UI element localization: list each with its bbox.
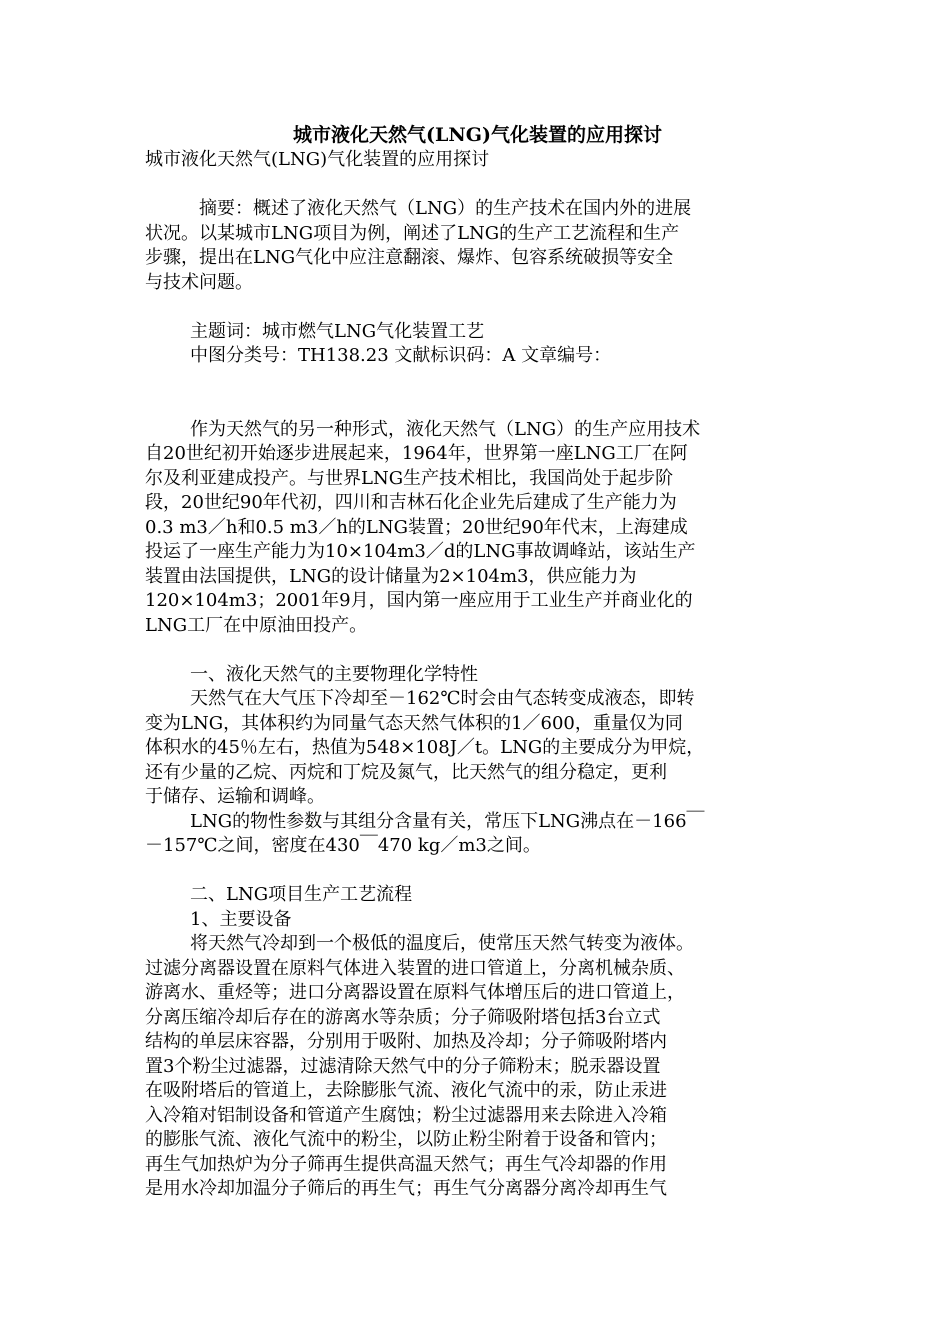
abstract-line: 步骤，提出在LNG气化中应注意翻滚、爆炸、包容系统破损等安全: [145, 247, 674, 268]
section2-line: 置3个粉尘过滤器，过滤清除天然气中的分子筛粉末；脱汞器设置: [145, 1055, 661, 1077]
section2-subheading: 1、主要设备: [190, 908, 292, 930]
section1-line: 于储存、运输和调峰。: [145, 786, 325, 807]
keywords-line: 主题词：城市燃气LNG气化装置工艺: [190, 320, 485, 342]
section2-line: 在吸附塔后的管道上，去除膨胀气流、液化气流中的汞，防止汞进: [145, 1080, 667, 1101]
section1-line: 变为LNG，其体积约为同量气态天然气体积的1／600，重量仅为同: [145, 712, 683, 734]
section2-line: 过滤分离器设置在原料气体进入装置的进口管道上，分离机械杂质、: [145, 957, 685, 979]
section1-line: 体积水的45％左右，热值为548×108J／t。LNG的主要成分为甲烷，: [145, 737, 705, 758]
section1-line: －157℃之间，密度在430￣470 kg／m3之间。: [145, 835, 541, 856]
intro-line: 自20世纪初开始逐步进展起来，1964年，世界第一座LNG工厂在阿: [145, 443, 688, 464]
intro-line: LNG工厂在中原油田投产。: [145, 614, 368, 636]
intro-line: 尔及利亚建成投产。与世界LNG生产技术相比，我国尚处于起步阶: [145, 467, 674, 489]
section2-line: 分离压缩冷却后存在的游离水等杂质；分子筛吸附塔包括3台立式: [145, 1006, 661, 1028]
section1-heading: 一、液化天然气的主要物理化学特性: [190, 663, 478, 685]
intro-line: 段，20世纪90年代初，四川和吉林石化企业先后建成了生产能力为: [145, 492, 677, 513]
document-page: [145, 122, 810, 1202]
abstract-line: 状况。以某城市LNG项目为例，阐述了LNG的生产工艺流程和生产: [145, 222, 680, 244]
abstract-line: 摘要：概述了液化天然气（LNG）的生产技术在国内外的进展: [199, 198, 692, 219]
spacer: [145, 369, 810, 418]
section1-line: 还有少量的乙烷、丙烷和丁烷及氮气，比天然气的组分稳定，更利: [145, 761, 667, 783]
abstract-line: 与技术问题。: [145, 271, 253, 293]
spacer: [145, 295, 810, 320]
document-subtitle: 城市液化天然气(LNG)气化装置的应用探讨: [145, 149, 490, 170]
section1-line: LNG的物性参数与其组分含量有关，常压下LNG沸点在－166￣: [190, 810, 705, 832]
section1-line: 天然气在大气压下冷却至－162℃时会由气态转变成液态，即转: [190, 688, 695, 709]
section2-line: 结构的单层床容器，分别用于吸附、加热及冷却；分子筛吸附塔内: [145, 1031, 667, 1052]
section2-line: 是用水冷却加温分子筛后的再生气；再生气分离器分离冷却再生气: [145, 1178, 667, 1199]
section2-line: 再生气加热炉为分子筛再生提供高温天然气；再生气冷却器的作用: [145, 1153, 667, 1175]
section2-paragraph: [145, 932, 810, 1202]
section2-line: 将天然气冷却到一个极低的温度后，使常压天然气转变为液体。: [190, 933, 694, 954]
intro-line: 120×104m3；2001年9月，国内第一座应用于工业生产并商业化的: [145, 590, 693, 611]
spacer: [145, 859, 810, 884]
section2-line: 入冷箱对铝制设备和管道产生腐蚀；粉尘过滤器用来去除进入冷箱: [145, 1104, 667, 1126]
intro-line: 投运了一座生产能力为10×104m3／d的LNG事故调峰站，该站生产: [145, 541, 696, 562]
intro-line: 作为天然气的另一种形式，液化天然气（LNG）的生产应用技术: [190, 418, 701, 440]
classification-line: 中图分类号：TH138.23 文献标识码：A 文章编号：: [190, 345, 612, 366]
section1-paragraph: [145, 687, 810, 810]
document-title: 城市液化天然气(LNG)气化装置的应用探讨: [293, 124, 662, 146]
spacer: [145, 173, 810, 198]
abstract-paragraph: [145, 197, 810, 295]
intro-line: 装置由法国提供，LNG的设计储量为2×104m3，供应能力为: [145, 565, 637, 587]
intro-line: 0.3 m3／h和0.5 m3／h的LNG装置；20世纪90年代末，上海建成: [145, 516, 688, 538]
section2-line: 的膨胀气流、液化气流中的粉尘，以防止粉尘附着于设备和管内；: [145, 1129, 667, 1150]
spacer: [145, 638, 810, 663]
intro-paragraph: [145, 418, 810, 639]
section2-heading: 二、LNG项目生产工艺流程: [190, 884, 413, 905]
section1-paragraph-2: [145, 810, 810, 859]
section2-line: 游离水、重烃等；进口分离器设置在原料气体增压后的进口管道上，: [145, 982, 685, 1003]
